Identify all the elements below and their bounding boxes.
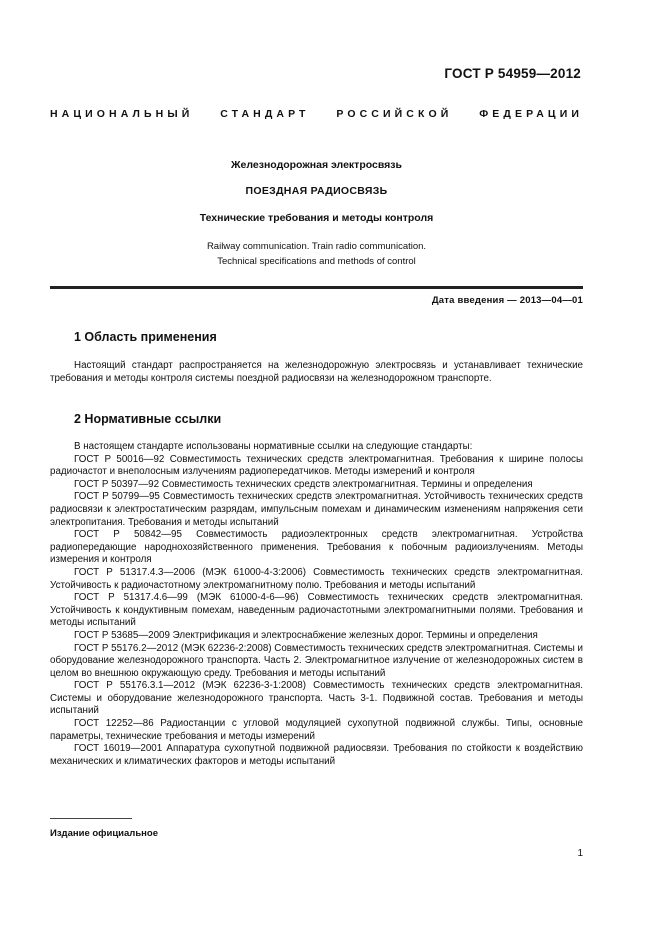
section-heading-scope: 1 Область применения bbox=[74, 330, 217, 344]
national-standard-title: НАЦИОНАЛЬНЫЙ СТАНДАРТ РОССИЙСКОЙ ФЕДЕРАЦИИ bbox=[50, 108, 583, 120]
section-heading-normative-refs: 2 Нормативные ссылки bbox=[74, 412, 222, 426]
reference-item: ГОСТ 12252—86 Радиостанции с угловой модуляцией сухопутной подвижной службы. Типы, основные параметры, технические требования и методы измерений bbox=[50, 718, 583, 742]
reference-item: ГОСТ Р 50397—92 Совместимость технических средств электромагнитная. Термины и определения bbox=[74, 478, 533, 490]
standard-title-sub: Технические требования и методы контроля bbox=[199, 212, 434, 224]
document-code: ГОСТ Р 54959—2012 bbox=[444, 66, 581, 81]
section-normative-refs-body bbox=[50, 441, 583, 768]
reference-item: ГОСТ Р 50842—95 Совместимость радиоэлектронных средств электромагнитная. Устройства радиопередающие народнохозяйственного применения. Требования к побочным радиоизлучениям. Методы измерения и контроля bbox=[50, 529, 583, 566]
reference-item: ГОСТ Р 55176.3.1—2012 (МЭК 62236-3-1:2008) Совместимость технических средств электромагнитная. Системы и оборудование железнодорожного транспорта. Часть 3-1. Подвижной состав. Требования и методы испытаний bbox=[50, 680, 583, 717]
reference-item: ГОСТ Р 50016—92 Совместимость технических средств электромагнитная. Требования к ширине полосы радиочастот и внеполосным излучениям радиопередатчиков. Методы измерений и контроля bbox=[50, 453, 583, 478]
english-title-line-1: Railway communication. Train radio communication. bbox=[206, 241, 427, 252]
introduction-date: Дата введения — 2013—04—01 bbox=[431, 295, 583, 306]
section-scope-body bbox=[50, 360, 583, 385]
standard-title: ПОЕЗДНАЯ РАДИОСВЯЗЬ bbox=[245, 185, 388, 197]
reference-item: ГОСТ Р 50799—95 Совместимость технических средств электромагнитная. Устойчивость технических средств радиосвязи к электростатическим разрядам, импульсным помехам и динамическим изменениям напряжения сети электропитания. Требования и методы испытаний bbox=[50, 491, 583, 528]
page-number: 1 bbox=[577, 848, 583, 859]
paragraph: Настоящий стандарт распространяется на железнодорожную электросвязь и устанавливает технические требования и методы контроля системы поездной радиосвязи на железнодорожном транспорте. bbox=[50, 360, 583, 384]
reference-item: ГОСТ Р 53685—2009 Электрификация и электроснабжение железных дорог. Термины и определения bbox=[74, 629, 538, 641]
paragraph: В настоящем стандарте использованы нормативные ссылки на следующие стандарты: bbox=[74, 441, 473, 452]
reference-item: ГОСТ Р 51317.4.6—99 (МЭК 61000-4-6—96) Совместимость технических средств электромагнитная. Устойчивость к кондуктивным помехам, наведенным радиочастотными электромагнитными полями. Требования и методы испытаний bbox=[50, 592, 583, 629]
standard-subtitle: Железнодорожная электросвязь bbox=[231, 159, 402, 171]
english-title-line-2: Technical specifications and methods of control bbox=[217, 256, 416, 267]
header-divider bbox=[50, 286, 583, 289]
reference-item: ГОСТ Р 51317.4.3—2006 (МЭК 61000-4-3:2006) Совместимость технических средств электромагнитная. Устойчивость к радиочастотному электромагнитному полю. Требования и методы испытаний bbox=[50, 566, 583, 591]
reference-item: ГОСТ Р 55176.2—2012 (МЭК 62236-2:2008) Совместимость технических средств электромагнитная. Системы и оборудование железнодорожного транспорта. Часть 2. Электромагнитное излучение от железнодорожных систем в целом во внешнюю окружающую среду. Требования и методы испытаний bbox=[50, 642, 583, 679]
reference-item: ГОСТ 16019—2001 Аппаратура сухопутной подвижной радиосвязи. Требования по стойкости к воздействию механических и климатических факторов и методы испытаний bbox=[50, 743, 583, 767]
edition-label: Издание официальное bbox=[50, 828, 158, 839]
footer-divider bbox=[50, 818, 132, 819]
